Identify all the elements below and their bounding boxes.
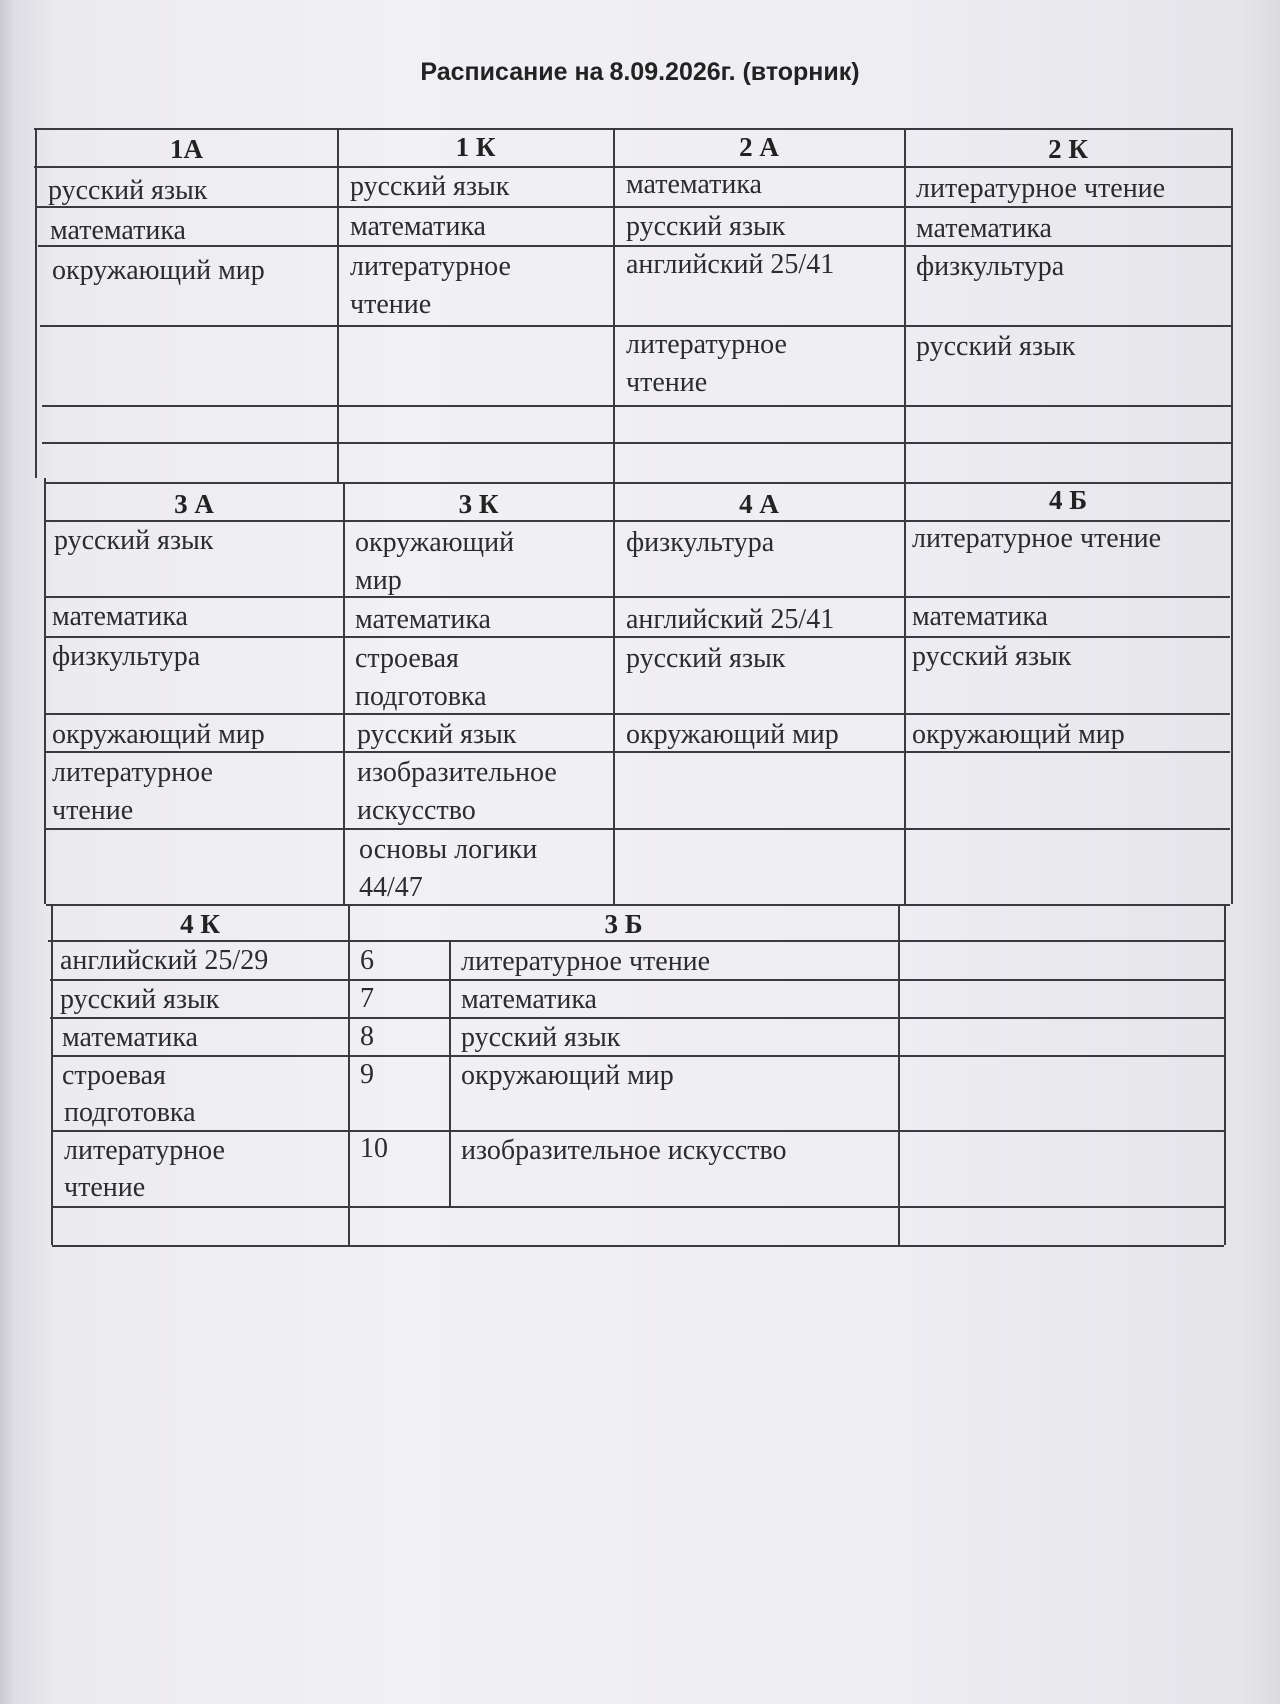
- lesson-number-3b-2: 7: [360, 983, 374, 1014]
- lesson-3a-1: русский язык: [54, 525, 214, 556]
- lesson-3k-5-line2: искусство: [357, 795, 476, 826]
- table-line: [42, 442, 1232, 444]
- class-header-4a: 4 А: [739, 489, 779, 519]
- class-header-2k: 2 К: [1048, 134, 1088, 164]
- lesson-2k-3: физкультура: [916, 251, 1065, 282]
- class-header-2a: 2 А: [739, 132, 779, 162]
- lesson-2a-2: русский язык: [626, 211, 786, 242]
- lesson-3b-3: русский язык: [461, 1022, 621, 1053]
- lesson-3k-3-line2: подготовка: [355, 681, 487, 712]
- table-line: [46, 713, 1230, 715]
- lesson-4b-1: литературное чтение: [912, 523, 1162, 554]
- lesson-3k-2: математика: [355, 604, 491, 635]
- class-header-4b: 4 Б: [1048, 485, 1088, 515]
- table-line: [449, 940, 451, 1206]
- lesson-4a-3: русский язык: [626, 643, 786, 674]
- lesson-1a-3: окружающий мир: [52, 255, 265, 286]
- class-header-4k: 4 К: [180, 909, 220, 939]
- lesson-4k-2: русский язык: [60, 984, 220, 1015]
- table-line: [337, 128, 339, 482]
- lesson-3a-4: окружающий мир: [52, 719, 265, 750]
- lesson-3a-5: литературное: [52, 757, 213, 788]
- lesson-4k-1: английский 25/29: [60, 945, 269, 976]
- table-line: [1231, 128, 1233, 904]
- class-header-1k: 1 К: [455, 132, 496, 162]
- lesson-2k-2: математика: [916, 213, 1052, 244]
- lesson-3k-1-line2: мир: [355, 565, 402, 596]
- lesson-4k-4-line2: подготовка: [64, 1097, 196, 1128]
- lesson-3b-1: литературное чтение: [461, 946, 711, 977]
- table-line: [348, 904, 350, 1245]
- lesson-1k-3: литературное: [350, 251, 511, 282]
- title-date: 8.09.2026г. (вторник): [609, 58, 860, 86]
- lesson-3k-6: основы логики: [359, 834, 538, 865]
- lesson-4k-5: литературное: [64, 1135, 225, 1166]
- lesson-3k-4: русский язык: [357, 719, 517, 750]
- lesson-number-3b-1: 6: [360, 945, 374, 976]
- lesson-4a-1: физкультура: [626, 527, 775, 558]
- lesson-3b-5: изобразительное искусство: [461, 1135, 787, 1166]
- lesson-number-3b-5: 10: [360, 1133, 388, 1164]
- lesson-1a-1: русский язык: [48, 175, 208, 206]
- lesson-1k-1: русский язык: [350, 171, 510, 202]
- lesson-3k-5: изобразительное: [357, 757, 557, 788]
- table-line: [52, 1206, 1224, 1208]
- lesson-2a-4: литературное: [626, 329, 787, 360]
- lesson-3a-3: физкультура: [52, 641, 201, 672]
- lesson-4b-4: окружающий мир: [912, 719, 1125, 750]
- lesson-3k-6-line2: 44/47: [359, 872, 423, 903]
- lesson-4b-2: математика: [912, 601, 1048, 632]
- title-prefix: Расписание на: [420, 58, 604, 86]
- lesson-3a-2: математика: [52, 601, 188, 632]
- lesson-4k-5-line2: чтение: [64, 1172, 146, 1203]
- table-line: [42, 405, 1232, 407]
- table-line: [44, 596, 1230, 598]
- lesson-1k-3-line2: чтение: [350, 289, 432, 320]
- lesson-2a-3: английский 25/41: [626, 249, 835, 280]
- class-header-3k: 3 К: [458, 489, 499, 519]
- lesson-3b-2: математика: [461, 984, 597, 1015]
- table-line: [898, 904, 900, 1245]
- lesson-4k-4: строевая: [62, 1060, 166, 1091]
- lesson-2a-4-line2: чтение: [626, 367, 708, 398]
- lesson-4b-3: русский язык: [912, 641, 1072, 672]
- table-line: [46, 828, 1230, 830]
- lesson-3a-5-line2: чтение: [52, 795, 134, 826]
- lesson-3k-1: окружающий: [355, 527, 515, 558]
- lesson-number-3b-3: 8: [360, 1021, 374, 1052]
- lesson-3b-4: окружающий мир: [461, 1060, 674, 1091]
- class-header-1a: 1А: [170, 134, 203, 164]
- lesson-4a-4: окружающий мир: [626, 719, 839, 750]
- lesson-2k-1: литературное чтение: [916, 173, 1166, 204]
- table-line: [46, 904, 1230, 906]
- class-header-3a: 3 А: [174, 489, 214, 519]
- lesson-4a-2: английский 25/41: [626, 604, 835, 635]
- table-line: [1224, 904, 1226, 1245]
- table-line: [52, 1245, 1224, 1247]
- table-line: [35, 128, 37, 478]
- lesson-1a-2: математика: [50, 215, 186, 246]
- table-line: [50, 1017, 1226, 1019]
- lesson-number-3b-4: 9: [360, 1059, 374, 1090]
- class-header-3b: 3 Б: [604, 909, 643, 939]
- lesson-2k-4: русский язык: [916, 331, 1076, 362]
- lesson-4k-3: математика: [62, 1022, 198, 1053]
- lesson-3k-3: строевая: [355, 643, 459, 674]
- lesson-2a-1: математика: [626, 169, 762, 200]
- table-line: [343, 482, 345, 904]
- lesson-1k-2: математика: [350, 211, 486, 242]
- table-line: [44, 478, 46, 904]
- table-line: [51, 904, 53, 1245]
